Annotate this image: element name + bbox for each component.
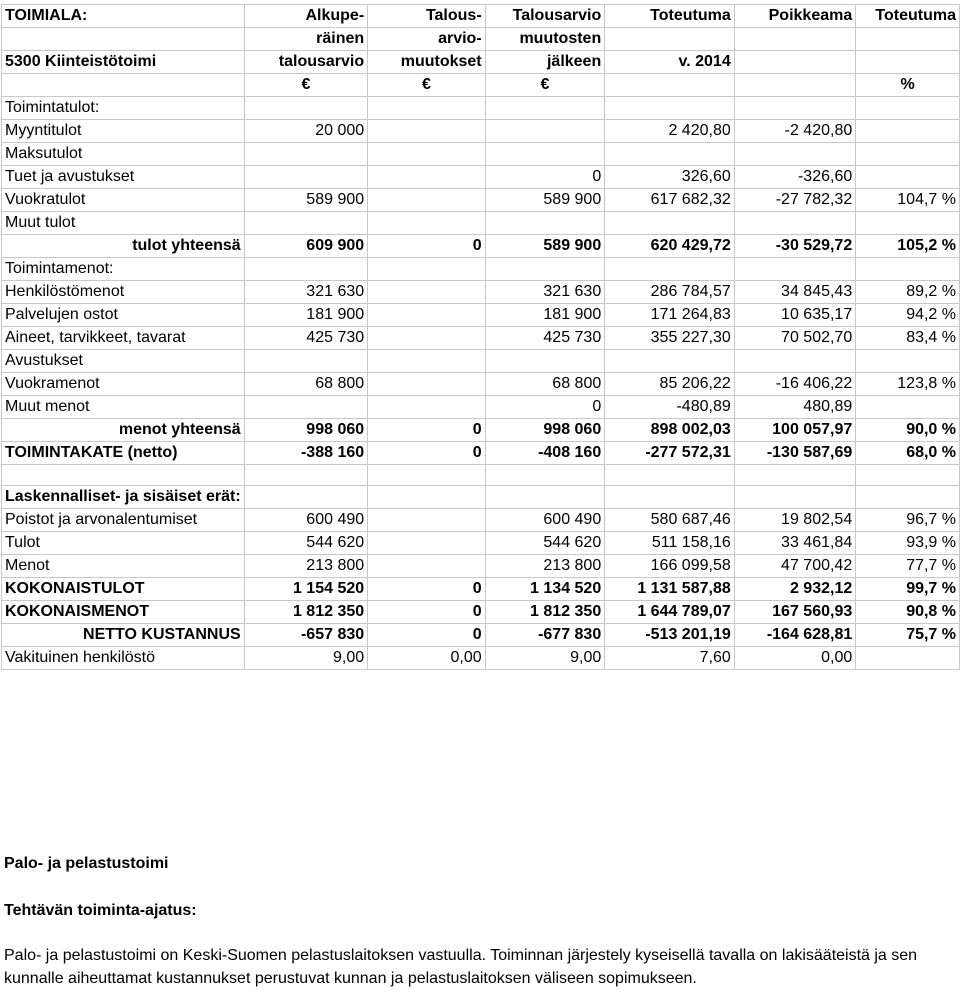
table-cell (244, 465, 367, 486)
table-cell (244, 166, 367, 189)
table-cell: Alkupe- (244, 5, 367, 28)
table-cell: -513 201,19 (605, 624, 735, 647)
table-cell (485, 97, 605, 120)
row-label-cell: Aineet, tarvikkeet, tavarat (2, 327, 245, 350)
table-cell (734, 258, 856, 281)
table-cell (368, 281, 486, 304)
table-cell (856, 143, 960, 166)
table-cell: -408 160 (485, 442, 605, 465)
table-cell: 2 420,80 (605, 120, 735, 143)
table-cell: 898 002,03 (605, 419, 735, 442)
table-cell: 1 134 520 (485, 578, 605, 601)
table-cell: 105,2 % (856, 235, 960, 258)
table-cell: 286 784,57 (605, 281, 735, 304)
table-cell: 68 800 (485, 373, 605, 396)
table-cell (368, 212, 486, 235)
table-cell: 355 227,30 (605, 327, 735, 350)
table-cell (605, 350, 735, 373)
table-cell (244, 212, 367, 235)
table-cell: 0 (368, 442, 486, 465)
table-cell: talousarvio (244, 51, 367, 74)
table-cell: 93,9 % (856, 532, 960, 555)
row-label-cell: KOKONAISMENOT (2, 601, 245, 624)
table-cell: € (244, 74, 367, 97)
table-cell: -388 160 (244, 442, 367, 465)
table-cell: 90,0 % (856, 419, 960, 442)
table-cell: 181 900 (485, 304, 605, 327)
table-row (2, 509, 960, 532)
row-label-cell: KOKONAISTULOT (2, 578, 245, 601)
table-cell: 99,7 % (856, 578, 960, 601)
table-cell: € (368, 74, 486, 97)
table-cell (368, 396, 486, 419)
table-cell: 0 (368, 419, 486, 442)
table-cell: 123,8 % (856, 373, 960, 396)
table-cell: -16 406,22 (734, 373, 856, 396)
section-subtitle: Tehtävän toiminta-ajatus: (4, 902, 197, 919)
table-cell: 19 802,54 (734, 509, 856, 532)
table-cell: 0,00 (368, 647, 486, 670)
table-row (2, 350, 960, 373)
table-cell: 321 630 (244, 281, 367, 304)
table-cell (734, 143, 856, 166)
table-cell (734, 465, 856, 486)
table-cell (856, 97, 960, 120)
row-label-cell: TOIMIALA: (2, 5, 245, 28)
table-cell: 0 (368, 624, 486, 647)
table-row (2, 373, 960, 396)
row-label-cell: NETTO KUSTANNUS (2, 624, 245, 647)
table-row (2, 28, 960, 51)
table-cell: -30 529,72 (734, 235, 856, 258)
table-cell (856, 120, 960, 143)
table-cell: jälkeen (485, 51, 605, 74)
table-cell (856, 486, 960, 509)
table-cell: 2 932,12 (734, 578, 856, 601)
table-cell: 68 800 (244, 373, 367, 396)
table-cell: 589 900 (485, 189, 605, 212)
table-cell: 580 687,46 (605, 509, 735, 532)
table-cell: 181 900 (244, 304, 367, 327)
table-row (2, 281, 960, 304)
table-cell (856, 166, 960, 189)
table-row (2, 5, 960, 28)
table-cell (605, 28, 735, 51)
table-cell: Poikkeama (734, 5, 856, 28)
table-cell (605, 212, 735, 235)
table-cell: 213 800 (244, 555, 367, 578)
table-cell: 617 682,32 (605, 189, 735, 212)
table-cell: 0 (368, 578, 486, 601)
table-row (2, 51, 960, 74)
table-cell: -130 587,69 (734, 442, 856, 465)
table-cell (734, 97, 856, 120)
table-cell: 70 502,70 (734, 327, 856, 350)
table-cell (734, 74, 856, 97)
table-row (2, 235, 960, 258)
table-row (2, 120, 960, 143)
table-cell: -677 830 (485, 624, 605, 647)
table-cell: -2 420,80 (734, 120, 856, 143)
table-cell: 425 730 (485, 327, 605, 350)
table-cell: 480,89 (734, 396, 856, 419)
table-row (2, 97, 960, 120)
table-cell (368, 486, 486, 509)
table-row (2, 74, 960, 97)
table-cell (244, 97, 367, 120)
table-cell: 94,2 % (856, 304, 960, 327)
table-cell (368, 166, 486, 189)
table-cell (856, 350, 960, 373)
row-label-cell: Myyntitulot (2, 120, 245, 143)
table-row (2, 396, 960, 419)
table-row (2, 601, 960, 624)
table-cell (244, 486, 367, 509)
table-cell: 90,8 % (856, 601, 960, 624)
table-cell: 9,00 (485, 647, 605, 670)
table-cell: 85 206,22 (605, 373, 735, 396)
table-cell (368, 532, 486, 555)
table-row (2, 304, 960, 327)
table-row (2, 532, 960, 555)
budget-table (1, 4, 960, 670)
table-cell: 0 (368, 601, 486, 624)
table-cell: 425 730 (244, 327, 367, 350)
table-cell: 511 158,16 (605, 532, 735, 555)
table-cell: -326,60 (734, 166, 856, 189)
table-cell: 47 700,42 (734, 555, 856, 578)
table-cell (244, 143, 367, 166)
table-row (2, 258, 960, 281)
table-cell: Talous- (368, 5, 486, 28)
table-cell (368, 555, 486, 578)
table-cell: Talousarvio (485, 5, 605, 28)
row-label-cell (2, 28, 245, 51)
table-cell: 34 845,43 (734, 281, 856, 304)
table-cell (368, 373, 486, 396)
table-cell: 100 057,97 (734, 419, 856, 442)
table-cell: Toteutuma (605, 5, 735, 28)
table-cell: 620 429,72 (605, 235, 735, 258)
table-cell (856, 465, 960, 486)
section-title: Palo- ja pelastustoimi (4, 855, 169, 872)
table-cell (734, 51, 856, 74)
table-cell (734, 212, 856, 235)
row-label-cell: Maksutulot (2, 143, 245, 166)
row-label-cell: Laskennalliset- ja sisäiset erät: (2, 486, 245, 509)
row-label-cell: Henkilöstömenot (2, 281, 245, 304)
table-cell: 166 099,58 (605, 555, 735, 578)
table-cell (368, 327, 486, 350)
table-cell: 213 800 (485, 555, 605, 578)
table-row (2, 555, 960, 578)
table-cell: 544 620 (485, 532, 605, 555)
table-cell: räinen (244, 28, 367, 51)
table-cell (244, 350, 367, 373)
section-paragraph: Palo- ja pelastustoimi on Keski-Suomen pelastuslaitoksen vastuulla. Toiminnan järjestely kyseisellä tavalla on lakisääteistä ja sen kunnalle aiheuttamat kustannukset perustuvat kunnan ja pelastuslaitoksen väliseen sopimukseen. (4, 947, 918, 987)
row-label-cell: Muut tulot (2, 212, 245, 235)
table-cell: muutosten (485, 28, 605, 51)
table-cell: 0 (485, 166, 605, 189)
row-label-cell: Tulot (2, 532, 245, 555)
table-cell (485, 212, 605, 235)
table-row (2, 442, 960, 465)
table-cell: 89,2 % (856, 281, 960, 304)
table-cell (368, 120, 486, 143)
row-label-cell: 5300 Kiinteistötoimi (2, 51, 245, 74)
table-cell: 1 812 350 (485, 601, 605, 624)
table-cell (605, 143, 735, 166)
table-cell (485, 143, 605, 166)
table-cell: -164 628,81 (734, 624, 856, 647)
row-label-cell: Tuet ja avustukset (2, 166, 245, 189)
table-cell (368, 304, 486, 327)
row-label-cell: TOIMINTAKATE (netto) (2, 442, 245, 465)
table-cell: 96,7 % (856, 509, 960, 532)
table-cell: 589 900 (244, 189, 367, 212)
table-cell (368, 97, 486, 120)
table-cell: 33 461,84 (734, 532, 856, 555)
table-cell (605, 486, 735, 509)
table-cell (605, 258, 735, 281)
table-cell: 609 900 (244, 235, 367, 258)
table-cell (368, 143, 486, 166)
table-cell: 167 560,93 (734, 601, 856, 624)
table-row (2, 166, 960, 189)
table-row (2, 212, 960, 235)
row-label-cell (2, 465, 245, 486)
row-label-cell: Poistot ja arvonalentumiset (2, 509, 245, 532)
table-cell: 75,7 % (856, 624, 960, 647)
table-row (2, 624, 960, 647)
table-cell (856, 647, 960, 670)
table-row (2, 465, 960, 486)
table-row (2, 578, 960, 601)
table-cell: 544 620 (244, 532, 367, 555)
table-cell: arvio- (368, 28, 486, 51)
table-cell: 20 000 (244, 120, 367, 143)
table-cell: -480,89 (605, 396, 735, 419)
table-cell: v. 2014 (605, 51, 735, 74)
table-cell: 600 490 (485, 509, 605, 532)
table-cell: 104,7 % (856, 189, 960, 212)
row-label-cell: Toimintamenot: (2, 258, 245, 281)
table-cell: 998 060 (244, 419, 367, 442)
table-cell: 1 812 350 (244, 601, 367, 624)
row-label-cell: Vuokramenot (2, 373, 245, 396)
table-cell (734, 486, 856, 509)
row-label-cell: Muut menot (2, 396, 245, 419)
table-cell (244, 396, 367, 419)
table-cell (368, 258, 486, 281)
table-cell: -657 830 (244, 624, 367, 647)
table-row (2, 486, 960, 509)
table-cell (856, 258, 960, 281)
table-cell (856, 28, 960, 51)
table-cell: -27 782,32 (734, 189, 856, 212)
table-cell: % (856, 74, 960, 97)
table-row (2, 419, 960, 442)
row-label-cell: menot yhteensä (2, 419, 245, 442)
table-row (2, 189, 960, 212)
row-label-cell: Avustukset (2, 350, 245, 373)
table-cell (734, 350, 856, 373)
table-cell: 0 (368, 235, 486, 258)
row-label-cell: Menot (2, 555, 245, 578)
budget-table-body (2, 5, 960, 670)
table-cell: Toteutuma (856, 5, 960, 28)
row-label-cell: Vuokratulot (2, 189, 245, 212)
table-cell: 77,7 % (856, 555, 960, 578)
table-cell: -277 572,31 (605, 442, 735, 465)
table-cell: muutokset (368, 51, 486, 74)
table-cell (485, 465, 605, 486)
table-cell (485, 258, 605, 281)
table-cell (244, 258, 367, 281)
table-cell: 171 264,83 (605, 304, 735, 327)
table-cell (605, 465, 735, 486)
row-label-cell: tulot yhteensä (2, 235, 245, 258)
table-cell (368, 350, 486, 373)
table-cell: 589 900 (485, 235, 605, 258)
table-cell (856, 212, 960, 235)
table-cell: € (485, 74, 605, 97)
table-cell: 1 131 587,88 (605, 578, 735, 601)
table-cell (734, 28, 856, 51)
table-cell (605, 74, 735, 97)
table-cell: 321 630 (485, 281, 605, 304)
table-cell: 10 635,17 (734, 304, 856, 327)
table-row (2, 647, 960, 670)
table-cell (368, 509, 486, 532)
table-cell (485, 350, 605, 373)
table-cell: 1 154 520 (244, 578, 367, 601)
table-cell (605, 97, 735, 120)
table-cell: 998 060 (485, 419, 605, 442)
table-cell: 9,00 (244, 647, 367, 670)
table-cell: 600 490 (244, 509, 367, 532)
row-label-cell: Toimintatulot: (2, 97, 245, 120)
table-cell: 7,60 (605, 647, 735, 670)
table-cell: 0 (485, 396, 605, 419)
table-cell (368, 465, 486, 486)
table-cell (485, 120, 605, 143)
table-cell: 0,00 (734, 647, 856, 670)
table-cell: 326,60 (605, 166, 735, 189)
table-cell (856, 51, 960, 74)
table-cell (856, 396, 960, 419)
table-cell: 68,0 % (856, 442, 960, 465)
table-cell: 1 644 789,07 (605, 601, 735, 624)
table-cell: 83,4 % (856, 327, 960, 350)
row-label-cell (2, 74, 245, 97)
row-label-cell: Vakituinen henkilöstö (2, 647, 245, 670)
table-row (2, 143, 960, 166)
table-cell (485, 486, 605, 509)
table-cell (368, 189, 486, 212)
row-label-cell: Palvelujen ostot (2, 304, 245, 327)
table-row (2, 327, 960, 350)
